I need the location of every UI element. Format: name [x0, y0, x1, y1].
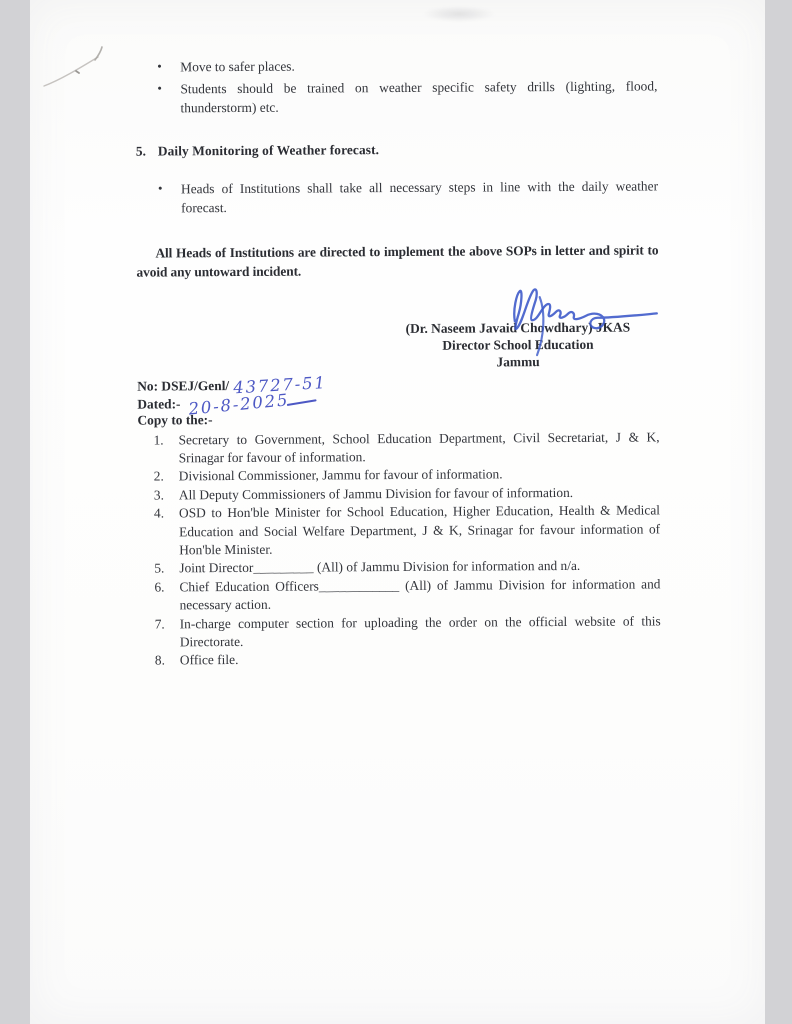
dated-label: Dated:- — [137, 395, 181, 412]
ref-no-handwritten: 43727-51 — [232, 373, 328, 398]
signature-scribble-icon — [501, 276, 671, 359]
copy-item-number: 6. — [154, 579, 165, 595]
bullet-text: Heads of Institutions shall take all necessary steps in line with the daily weather forecast. — [180, 178, 659, 216]
signatory-place: Jammu — [496, 354, 540, 370]
copy-item-number: 7. — [154, 615, 165, 632]
copy-item — [155, 649, 661, 670]
document-content — [27, 0, 766, 671]
reference-block — [137, 374, 659, 429]
bullet-marker: • — [157, 180, 163, 196]
bullet-marker: • — [157, 58, 162, 74]
section-number: 5. — [135, 143, 147, 159]
bullet-text: Move to safer places. — [180, 58, 295, 75]
copy-item-text: Chief Education Officers____________ (All) of Jammu Division for information and necessary action. — [179, 576, 661, 613]
copy-item — [155, 612, 661, 652]
paper-sheet — [30, 0, 765, 1024]
copy-item-text: In-charge computer section for uploading the order on the official website of this Directorate. — [179, 612, 661, 650]
scan-tilt-wrapper — [27, 0, 768, 1024]
section-5-heading — [136, 138, 658, 160]
precaution-bullet-list — [135, 54, 657, 117]
copy-item-text: Joint Director_________ (All) of Jammu Division for information and n/a. — [179, 558, 581, 576]
signatory-name: (Dr. Naseem Javaid Chowdhary) JKAS — [405, 319, 631, 336]
copy-item-number: 8. — [154, 652, 165, 668]
section-title: Daily Monitoring of Weather forecast. — [157, 142, 380, 159]
bullet-marker: • — [157, 80, 163, 96]
bullet-text: Students should be trained on weather specific safety drills (lighting, flood, thunderstorm) etc. — [180, 78, 658, 116]
section-5-bullet — [158, 176, 658, 217]
copy-item — [154, 502, 660, 560]
copy-item — [154, 575, 660, 615]
ref-no-label: No: DSEJ/Genl/ — [137, 378, 230, 394]
bullet-item — [157, 54, 657, 76]
bullet-item — [157, 76, 657, 117]
dated-handwritten: 20-8-2025 — [187, 389, 291, 419]
copy-item-number: 5. — [154, 560, 165, 576]
copy-heading: Copy to the:- — [137, 412, 213, 428]
copy-item-number: 1. — [153, 431, 164, 447]
date-flourish — [287, 399, 317, 406]
copy-item-number: 4. — [153, 505, 165, 521]
copy-item-text: Secretary to Government, School Education Department, Civil Secretariat, J & K, Srinagar for favour of information. — [178, 428, 660, 466]
copy-item-text: All Deputy Commissioners of Jammu Division for favour of information. — [178, 484, 574, 503]
signature-block — [377, 318, 659, 371]
copy-item-number: 2. — [153, 468, 164, 484]
copy-item-text: OSD to Hon'ble Minister for School Education, Higher Education, Health & Medical Education and Social Welfare Department, J & K, Srinagar for favour information of Hon'ble Minister. — [178, 502, 661, 558]
copy-item-text: Office file. — [179, 652, 239, 668]
copy-item-number: 3. — [153, 487, 164, 503]
directive-paragraph: All Heads of Institutions are directed to implement the above SOPs in letter and spirit to avoid any untoward incident. — [136, 242, 659, 280]
copy-item — [154, 428, 660, 468]
copy-item-text: Divisional Commissioner, Jammu for favour of information. — [178, 466, 503, 484]
signatory-title: Director School Education — [442, 336, 594, 353]
copy-distribution-list — [154, 428, 661, 670]
